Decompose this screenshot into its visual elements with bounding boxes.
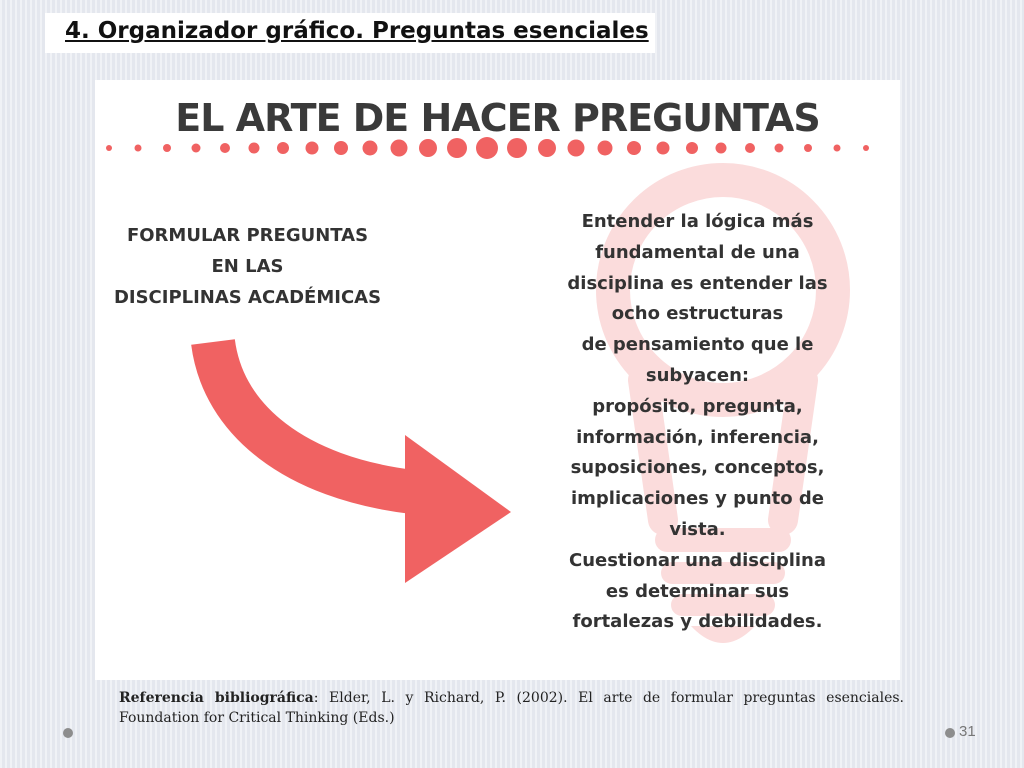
reference-text: : Elder, L. y Richard, P. (2002). El arte de formular preguntas esenciales. Foundation for Critical Thinking (Eds.) — [119, 690, 904, 726]
left-heading-line: FORMULAR PREGUNTAS — [126, 225, 369, 246]
description-line: propósito, pregunta, — [592, 395, 803, 417]
description-line: de pensamiento que le — [581, 334, 814, 356]
description-line: es determinar sus — [605, 580, 790, 602]
description-line: ocho estructuras — [611, 303, 784, 325]
description-line: subyacen: — [645, 364, 750, 386]
infographic-headline: EL ARTE DE HACER PREGUNTAS — [175, 96, 820, 140]
left-heading-line: EN LAS — [211, 256, 284, 277]
page-number: 31 — [959, 723, 976, 740]
curved-arrow-head-icon — [405, 435, 511, 583]
curved-arrow-shaft-icon — [213, 342, 413, 492]
bullet-dot-icon — [63, 728, 73, 738]
description-line: fortalezas y debilidades. — [572, 611, 823, 633]
description-line: vista. — [669, 518, 726, 540]
slide-title-box — [45, 13, 655, 53]
description-line: disciplina es entender las — [567, 272, 828, 294]
description-line: suposiciones, conceptos, — [570, 457, 825, 479]
bibliographic-reference — [119, 688, 904, 728]
left-heading — [95, 220, 400, 313]
description-line: implicaciones y punto de — [570, 488, 825, 510]
description-line: Cuestionar una disciplina — [568, 549, 827, 571]
slide-title: 4. Organizador gráfico. Preguntas esenciales — [65, 18, 649, 44]
description-line: fundamental de una — [595, 241, 800, 263]
description-line: Entender la lógica más — [581, 211, 814, 232]
reference-label: Referencia bibliográfica — [119, 690, 314, 706]
infographic-panel — [95, 80, 900, 680]
description-line: información, inferencia, — [576, 426, 819, 448]
dotted-divider — [106, 137, 869, 159]
left-heading-line: DISCIPLINAS ACADÉMICAS — [113, 287, 382, 308]
right-description — [550, 207, 845, 638]
bullet-dot-icon — [945, 728, 955, 738]
